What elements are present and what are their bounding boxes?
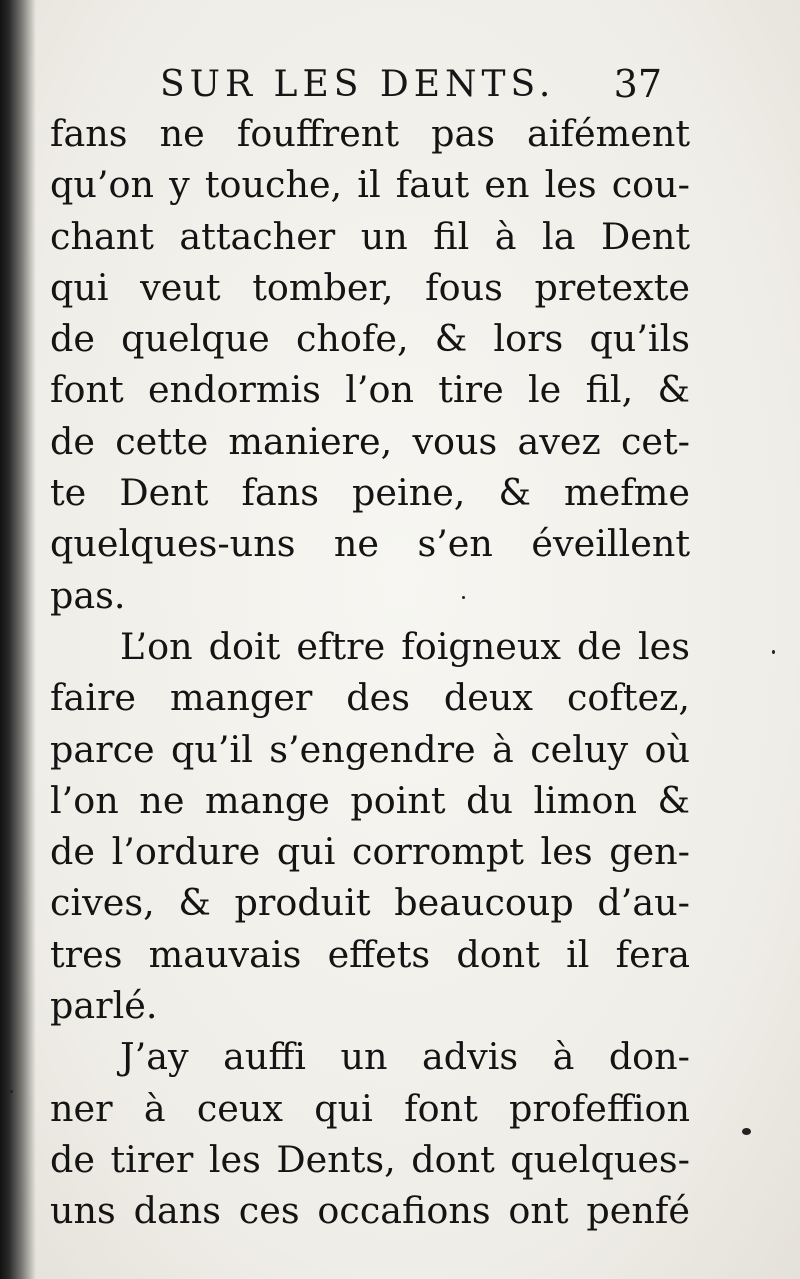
text-line: l’on ne mange point du limon & [50, 778, 690, 822]
body-text [50, 108, 690, 1237]
text-line: te Dent fans peine, & mefme [50, 471, 690, 515]
ink-speck [742, 1128, 751, 1135]
text-line: J’ay auffi un advis à don- [120, 1035, 690, 1079]
ink-speck [10, 1090, 13, 1093]
text-line: de tirer les Dents, dont quelques- [50, 1137, 690, 1181]
text-line: parce qu’il s’engendre à celuy où [50, 727, 690, 771]
text-line: chant attacher un fil à la Dent [50, 214, 690, 258]
text-line: tres mauvais effets dont il fera [50, 932, 690, 976]
ink-speck [462, 596, 465, 599]
text-line: qu’on y touche, il faut en les cou- [50, 163, 690, 207]
text-line: cives, & produit beaucoup d’au- [50, 881, 690, 925]
text-line: quelques-uns ne s’en éveillent [50, 522, 690, 566]
ink-speck [772, 650, 775, 654]
text-line: de l’ordure qui corrompt les gen- [50, 830, 690, 874]
text-line: de quelque chofe, & lors qu’ils [50, 317, 690, 361]
text-line: L’on doit eftre foigneux de les [120, 624, 690, 668]
text-line: qui veut tomber, fous pretexte [50, 265, 690, 309]
text-line: uns dans ces occafions ont penfé [50, 1189, 690, 1233]
binding-shadow [0, 0, 36, 1279]
text-line: pas. [50, 573, 126, 617]
running-head: SUR LES DENTS. [160, 64, 556, 105]
page-number: 37 [613, 62, 662, 106]
text-line: fans ne fouffrent pas aifément [50, 112, 690, 155]
text-line: de cette maniere, vous avez cet- [50, 419, 690, 463]
text-line: faire manger des deux coftez, [50, 676, 690, 720]
text-line: ner à ceux qui font profeffion [50, 1086, 690, 1130]
text-line: parlé. [50, 984, 158, 1028]
text-line: font endormis l’on tire le fil, & [50, 368, 690, 412]
